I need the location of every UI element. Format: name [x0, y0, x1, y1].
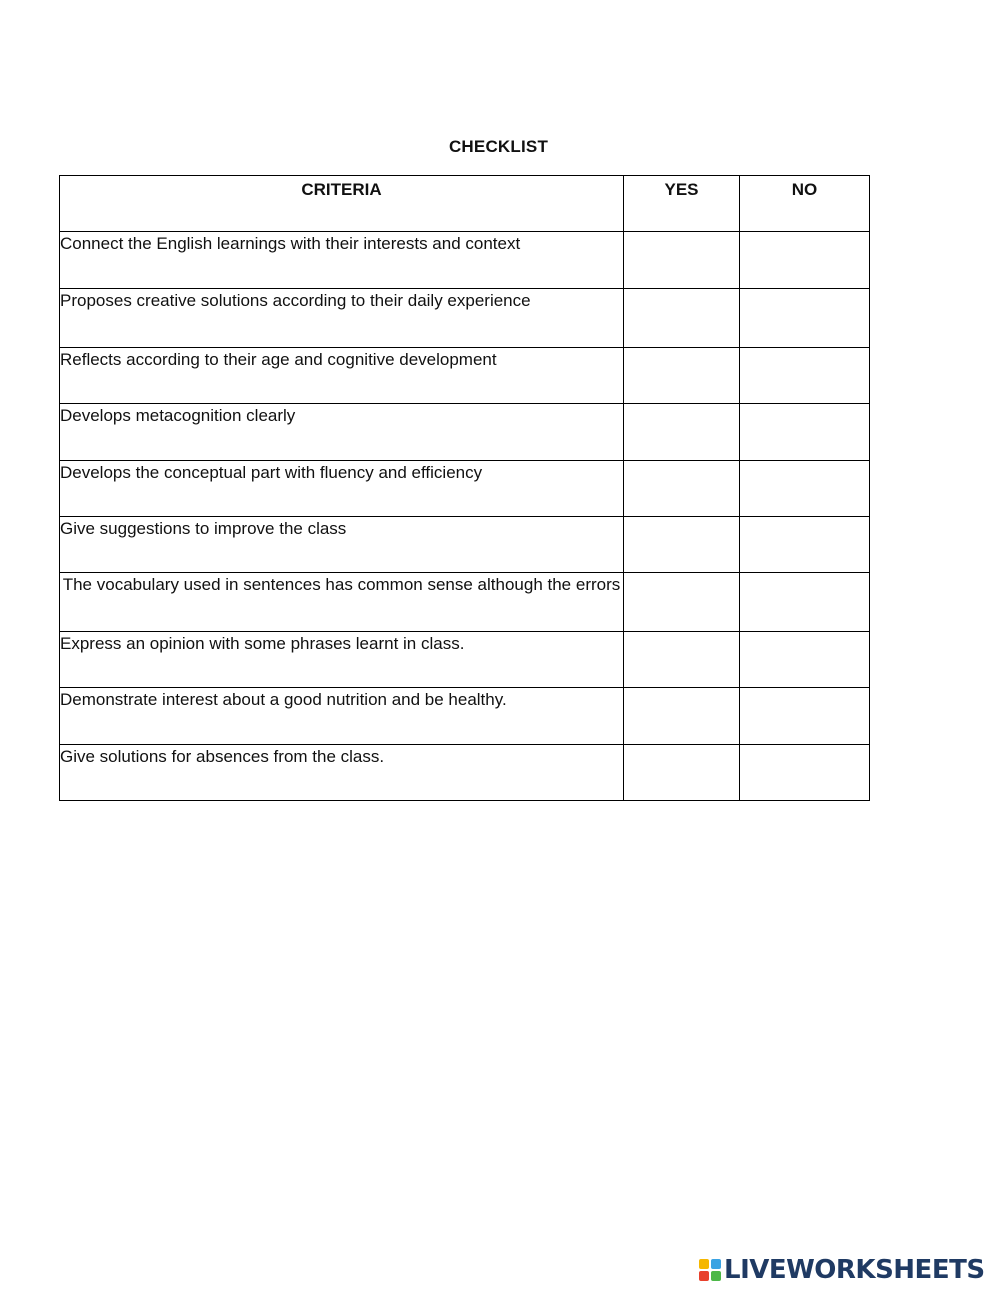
criterion-cell: Demonstrate interest about a good nutrition and be healthy.: [60, 688, 624, 745]
yes-column-header: YES: [624, 176, 740, 232]
brand-name: LIVEWORKSHEETS: [724, 1255, 985, 1285]
yes-cell[interactable]: [624, 461, 740, 517]
no-cell[interactable]: [740, 745, 870, 801]
checklist-table: [59, 175, 870, 801]
criterion-cell: Develops metacognition clearly: [60, 404, 624, 461]
table-row: [60, 404, 870, 461]
yes-cell[interactable]: [624, 688, 740, 745]
table-row: [60, 573, 870, 632]
yes-cell[interactable]: [624, 632, 740, 688]
table-row: [60, 289, 870, 348]
yes-cell[interactable]: [624, 517, 740, 573]
yes-cell[interactable]: [624, 289, 740, 348]
criterion-cell: Express an opinion with some phrases learnt in class.: [60, 632, 624, 688]
criterion-cell: Reflects according to their age and cognitive development: [60, 348, 624, 404]
criterion-cell: Develops the conceptual part with fluency and efficiency: [60, 461, 624, 517]
criterion-cell: Proposes creative solutions according to their daily experience: [60, 289, 624, 348]
liveworksheets-logo-icon: [698, 1258, 722, 1282]
no-cell[interactable]: [740, 688, 870, 745]
yes-cell[interactable]: [624, 573, 740, 632]
criterion-cell: Connect the English learnings with their interests and context: [60, 232, 624, 289]
criterion-cell: The vocabulary used in sentences has common sense although the errors: [60, 573, 624, 632]
no-cell[interactable]: [740, 461, 870, 517]
logo-square: [699, 1271, 709, 1281]
no-cell[interactable]: [740, 289, 870, 348]
yes-cell[interactable]: [624, 348, 740, 404]
no-column-header: NO: [740, 176, 870, 232]
logo-square: [711, 1271, 721, 1281]
no-cell[interactable]: [740, 404, 870, 461]
table-header-row: [60, 176, 870, 232]
criteria-column-header: CRITERIA: [60, 176, 624, 232]
table-row: [60, 232, 870, 289]
no-cell[interactable]: [740, 573, 870, 632]
logo-square: [699, 1259, 709, 1269]
table-row: [60, 517, 870, 573]
criterion-cell: Give solutions for absences from the class.: [60, 745, 624, 801]
page-title: CHECKLIST: [448, 137, 549, 156]
no-cell[interactable]: [740, 232, 870, 289]
logo-square: [711, 1259, 721, 1269]
table-row: [60, 745, 870, 801]
table-row: [60, 688, 870, 745]
no-cell[interactable]: [740, 632, 870, 688]
table-row: [60, 632, 870, 688]
yes-cell[interactable]: [624, 404, 740, 461]
no-cell[interactable]: [740, 517, 870, 573]
table-row: [60, 461, 870, 517]
no-cell[interactable]: [740, 348, 870, 404]
yes-cell[interactable]: [624, 232, 740, 289]
liveworksheets-brand: [698, 1255, 985, 1285]
criterion-cell: Give suggestions to improve the class: [60, 517, 624, 573]
yes-cell[interactable]: [624, 745, 740, 801]
table-row: [60, 348, 870, 404]
